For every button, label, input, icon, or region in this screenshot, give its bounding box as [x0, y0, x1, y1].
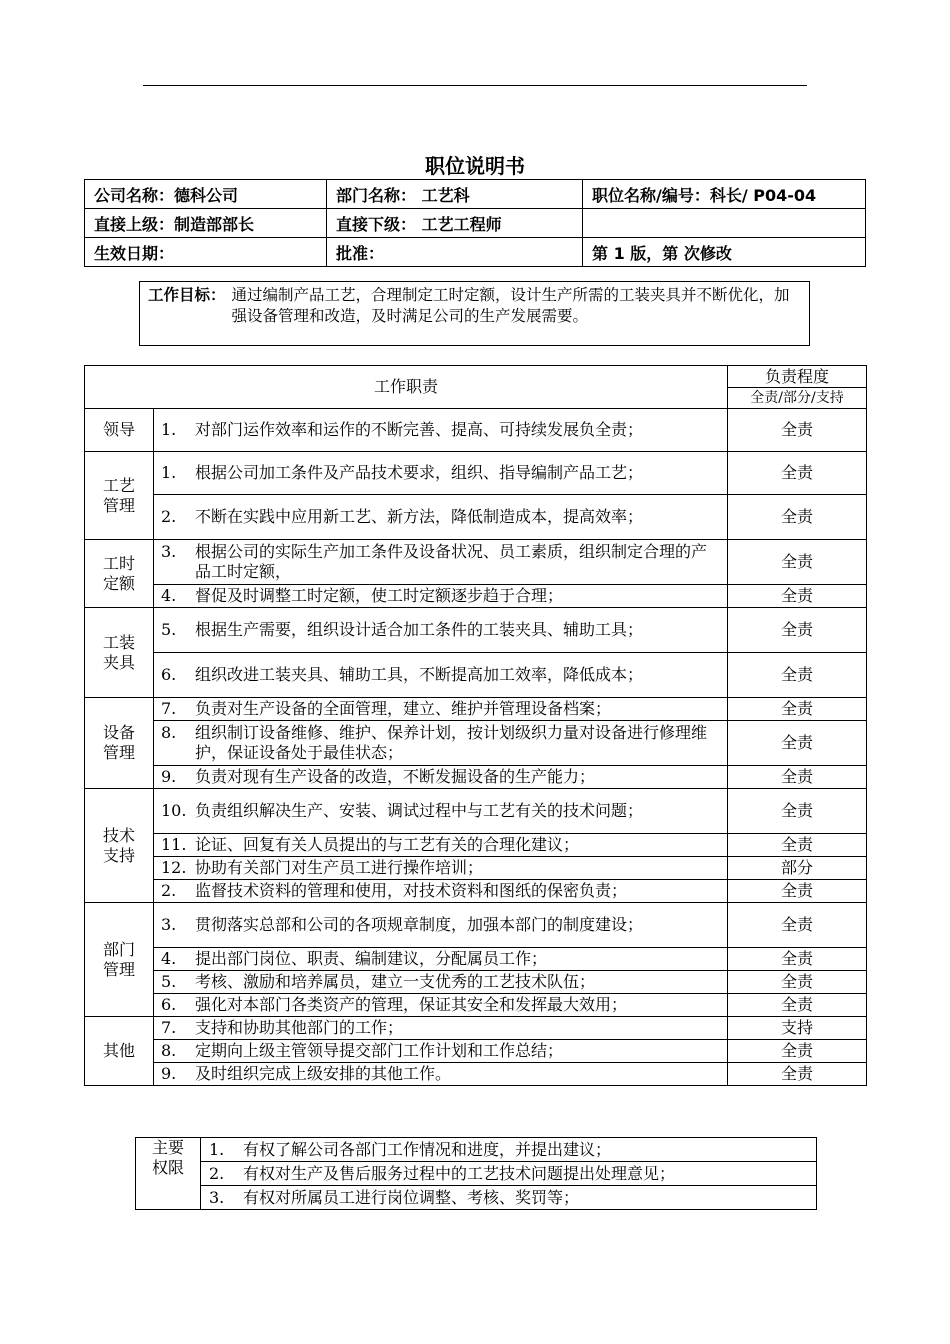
- duty-item: [154, 1017, 728, 1040]
- duty-number: 4.: [161, 586, 177, 605]
- info-row: [85, 238, 866, 267]
- duty-number: 2.: [161, 881, 177, 900]
- authority-row: [136, 1162, 817, 1186]
- duty-number: 9.: [161, 767, 177, 786]
- duty-item: [154, 903, 728, 948]
- work-goal-text: 通过编制产品工艺，合理制定工时定额，设计生产所需的工装夹具并不断优化，加强设备管理和改造，及时满足公司的生产发展需要。: [231, 286, 790, 325]
- duty-text: 及时组织完成上级安排的其他工作。: [195, 1064, 452, 1083]
- effective-date: 生效日期：: [85, 238, 327, 267]
- company-name: 公司名称：德科公司: [85, 180, 327, 209]
- duty-item: [154, 540, 728, 585]
- duty-number: 3.: [161, 915, 177, 934]
- duty-number: 3.: [161, 542, 177, 561]
- duty-responsibility: 全责: [728, 903, 867, 948]
- info-table: [84, 179, 866, 267]
- duty-item: [154, 948, 728, 971]
- duty-text: 考核、激励和培养属员，建立一支优秀的工艺技术队伍；: [195, 972, 596, 991]
- duty-text: 督促及时调整工时定额，使工时定额逐步趋于合理；: [195, 586, 564, 605]
- duty-row: [85, 1063, 867, 1086]
- duty-row: [85, 880, 867, 903]
- duty-responsibility: 支持: [728, 1017, 867, 1040]
- duty-number: 1.: [161, 463, 177, 482]
- duty-responsibility: 全责: [728, 834, 867, 857]
- duty-responsibility: 全责: [728, 880, 867, 903]
- duty-number: 2.: [161, 507, 177, 526]
- duty-responsibility: 全责: [728, 971, 867, 994]
- duty-category: 部门 管理: [85, 903, 154, 1017]
- duty-row: [85, 452, 867, 495]
- duty-responsibility: 全责: [728, 495, 867, 540]
- duty-row: [85, 585, 867, 608]
- authority-text: 有权对所属员工进行岗位调整、考核、奖罚等；: [243, 1187, 580, 1207]
- duty-text: 协助有关部门对生产员工进行操作培训；: [195, 858, 484, 877]
- duty-responsibility: 全责: [728, 994, 867, 1017]
- duty-category: 技术 支持: [85, 789, 154, 903]
- duty-number: 10.: [161, 801, 187, 820]
- responsibility-header: 负责程度: [728, 366, 867, 388]
- duty-row: [85, 1040, 867, 1063]
- duty-number: 8.: [161, 1041, 177, 1060]
- duty-number: 6.: [161, 995, 177, 1014]
- duty-item: [154, 608, 728, 653]
- duty-number: 7.: [161, 699, 177, 718]
- authority-text: 有权了解公司各部门工作情况和进度，并提出建议；: [243, 1139, 612, 1159]
- duty-responsibility: 全责: [728, 1040, 867, 1063]
- duty-row: [85, 409, 867, 452]
- duty-item: [154, 585, 728, 608]
- authority-number: 2.: [209, 1163, 225, 1183]
- duty-row: [85, 766, 867, 789]
- duty-number: 7.: [161, 1018, 177, 1037]
- duty-number: 6.: [161, 665, 177, 684]
- duty-text: 不断在实践中应用新工艺、新方法，降低制造成本，提高效率；: [195, 507, 644, 526]
- duty-row: [85, 971, 867, 994]
- duty-item: [154, 721, 728, 766]
- authority-number: 3.: [209, 1187, 225, 1207]
- header-rule: [143, 85, 807, 86]
- duty-category: 领导: [85, 409, 154, 452]
- duty-row: [85, 653, 867, 698]
- authority-item: [201, 1186, 817, 1210]
- duty-text: 负责组织解决生产、安装、调试过程中与工艺有关的技术问题；: [195, 801, 644, 820]
- duty-responsibility: 全责: [728, 585, 867, 608]
- approval: 批准：: [327, 238, 583, 267]
- duty-number: 5.: [161, 972, 177, 991]
- duty-item: [154, 971, 728, 994]
- duty-number: 5.: [161, 620, 177, 639]
- duty-item: [154, 766, 728, 789]
- duty-row: [85, 948, 867, 971]
- duty-responsibility: 全责: [728, 653, 867, 698]
- authority-text: 有权对生产及售后服务过程中的工艺技术问题提出处理意见；: [243, 1163, 676, 1183]
- duty-responsibility: 全责: [728, 948, 867, 971]
- info-row: [85, 209, 866, 238]
- duty-item: [154, 1040, 728, 1063]
- duty-row: [85, 721, 867, 766]
- duty-row: [85, 857, 867, 880]
- duty-responsibility: 全责: [728, 766, 867, 789]
- responsibility-subheader: 全责/部分/支持: [728, 388, 867, 409]
- duty-row: [85, 903, 867, 948]
- duty-text: 提出部门岗位、职责、编制建议，分配属员工作；: [195, 949, 548, 968]
- duty-item: [154, 834, 728, 857]
- duty-item: [154, 789, 728, 834]
- duty-row: [85, 608, 867, 653]
- empty-cell: [583, 209, 866, 238]
- duty-category: 设备 管理: [85, 698, 154, 789]
- duty-responsibility: 全责: [728, 409, 867, 452]
- duty-row: [85, 1017, 867, 1040]
- duty-responsibility: 部分: [728, 857, 867, 880]
- authority-number: 1.: [209, 1139, 225, 1159]
- duty-text: 监督技术资料的管理和使用，对技术资料和图纸的保密负责；: [195, 881, 628, 900]
- duty-text: 负责对生产设备的全面管理，建立、维护并管理设备档案；: [195, 699, 612, 718]
- duty-number: 12.: [161, 858, 187, 877]
- authority-label: 主要 权限: [136, 1138, 201, 1210]
- duty-item: [154, 452, 728, 495]
- duty-text: 根据公司的实际生产加工条件及设备状况、员工素质，组织制定合理的产品工时定额，: [195, 542, 708, 581]
- duty-responsibility: 全责: [728, 721, 867, 766]
- duty-text: 强化对本部门各类资产的管理，保证其安全和发挥最大效用；: [195, 995, 628, 1014]
- duty-row: [85, 789, 867, 834]
- duty-number: 8.: [161, 723, 177, 742]
- duty-number: 9.: [161, 1064, 177, 1083]
- duty-category: 工时 定额: [85, 540, 154, 608]
- position-name: 职位名称/编号：科长/ P04-04: [583, 180, 866, 209]
- duty-row: [85, 834, 867, 857]
- duty-row: [85, 495, 867, 540]
- duty-category: 工艺 管理: [85, 452, 154, 540]
- authority-row: [136, 1138, 817, 1162]
- duties-table: [84, 365, 867, 1086]
- department-name: 部门名称： 工艺科: [327, 180, 583, 209]
- duty-number: 1.: [161, 420, 177, 439]
- duty-row: [85, 540, 867, 585]
- direct-superior: 直接上级：制造部部长: [85, 209, 327, 238]
- duty-text: 支持和协助其他部门的工作；: [195, 1018, 404, 1037]
- duties-header-row: [85, 366, 867, 388]
- duty-text: 定期向上级主管领导提交部门工作计划和工作总结；: [195, 1041, 564, 1060]
- info-row: [85, 180, 866, 209]
- duty-category: 其他: [85, 1017, 154, 1086]
- duty-text: 负责对现有生产设备的改造，不断发掘设备的生产能力；: [195, 767, 596, 786]
- duty-text: 组织制订设备维修、维护、保养计划，按计划级织力量对设备进行修理维护，保证设备处于最佳状态；: [195, 723, 708, 762]
- duty-category: 工装 夹具: [85, 608, 154, 698]
- authority-row: [136, 1186, 817, 1210]
- duty-text: 根据公司加工条件及产品技术要求，组织、指导编制产品工艺；: [195, 463, 644, 482]
- duty-item: [154, 857, 728, 880]
- duty-item: [154, 409, 728, 452]
- page-title: 职位说明书: [425, 154, 525, 178]
- authority-item: [201, 1138, 817, 1162]
- duty-responsibility: 全责: [728, 608, 867, 653]
- version: 第 1 版，第 次修改: [583, 238, 866, 267]
- duty-text: 对部门运作效率和运作的不断完善、提高、可持续发展负全责；: [195, 420, 644, 439]
- duty-item: [154, 653, 728, 698]
- duty-text: 贯彻落实总部和公司的各项规章制度，加强本部门的制度建设；: [195, 915, 644, 934]
- work-goal-label: 工作目标：: [148, 286, 226, 304]
- duty-responsibility: 全责: [728, 452, 867, 495]
- duty-text: 论证、回复有关人员提出的与工艺有关的合理化建议；: [195, 835, 580, 854]
- duty-responsibility: 全责: [728, 1063, 867, 1086]
- duty-responsibility: 全责: [728, 789, 867, 834]
- duty-item: [154, 495, 728, 540]
- duty-item: [154, 994, 728, 1017]
- work-goal-box: [139, 281, 810, 346]
- duty-row: [85, 994, 867, 1017]
- duty-text: 根据生产需要，组织设计适合加工条件的工装夹具、辅助工具；: [195, 620, 644, 639]
- duty-number: 11.: [161, 835, 187, 854]
- duty-responsibility: 全责: [728, 698, 867, 721]
- duty-text: 组织改进工装夹具、辅助工具，不断提高加工效率，降低成本；: [195, 665, 644, 684]
- authority-item: [201, 1162, 817, 1186]
- duty-item: [154, 1063, 728, 1086]
- duties-header-title: 工作职责: [85, 366, 728, 409]
- duty-number: 4.: [161, 949, 177, 968]
- authority-table: [135, 1137, 817, 1210]
- direct-subordinate: 直接下级： 工艺工程师: [327, 209, 583, 238]
- duty-item: [154, 698, 728, 721]
- duty-responsibility: 全责: [728, 540, 867, 585]
- duty-row: [85, 698, 867, 721]
- duty-item: [154, 880, 728, 903]
